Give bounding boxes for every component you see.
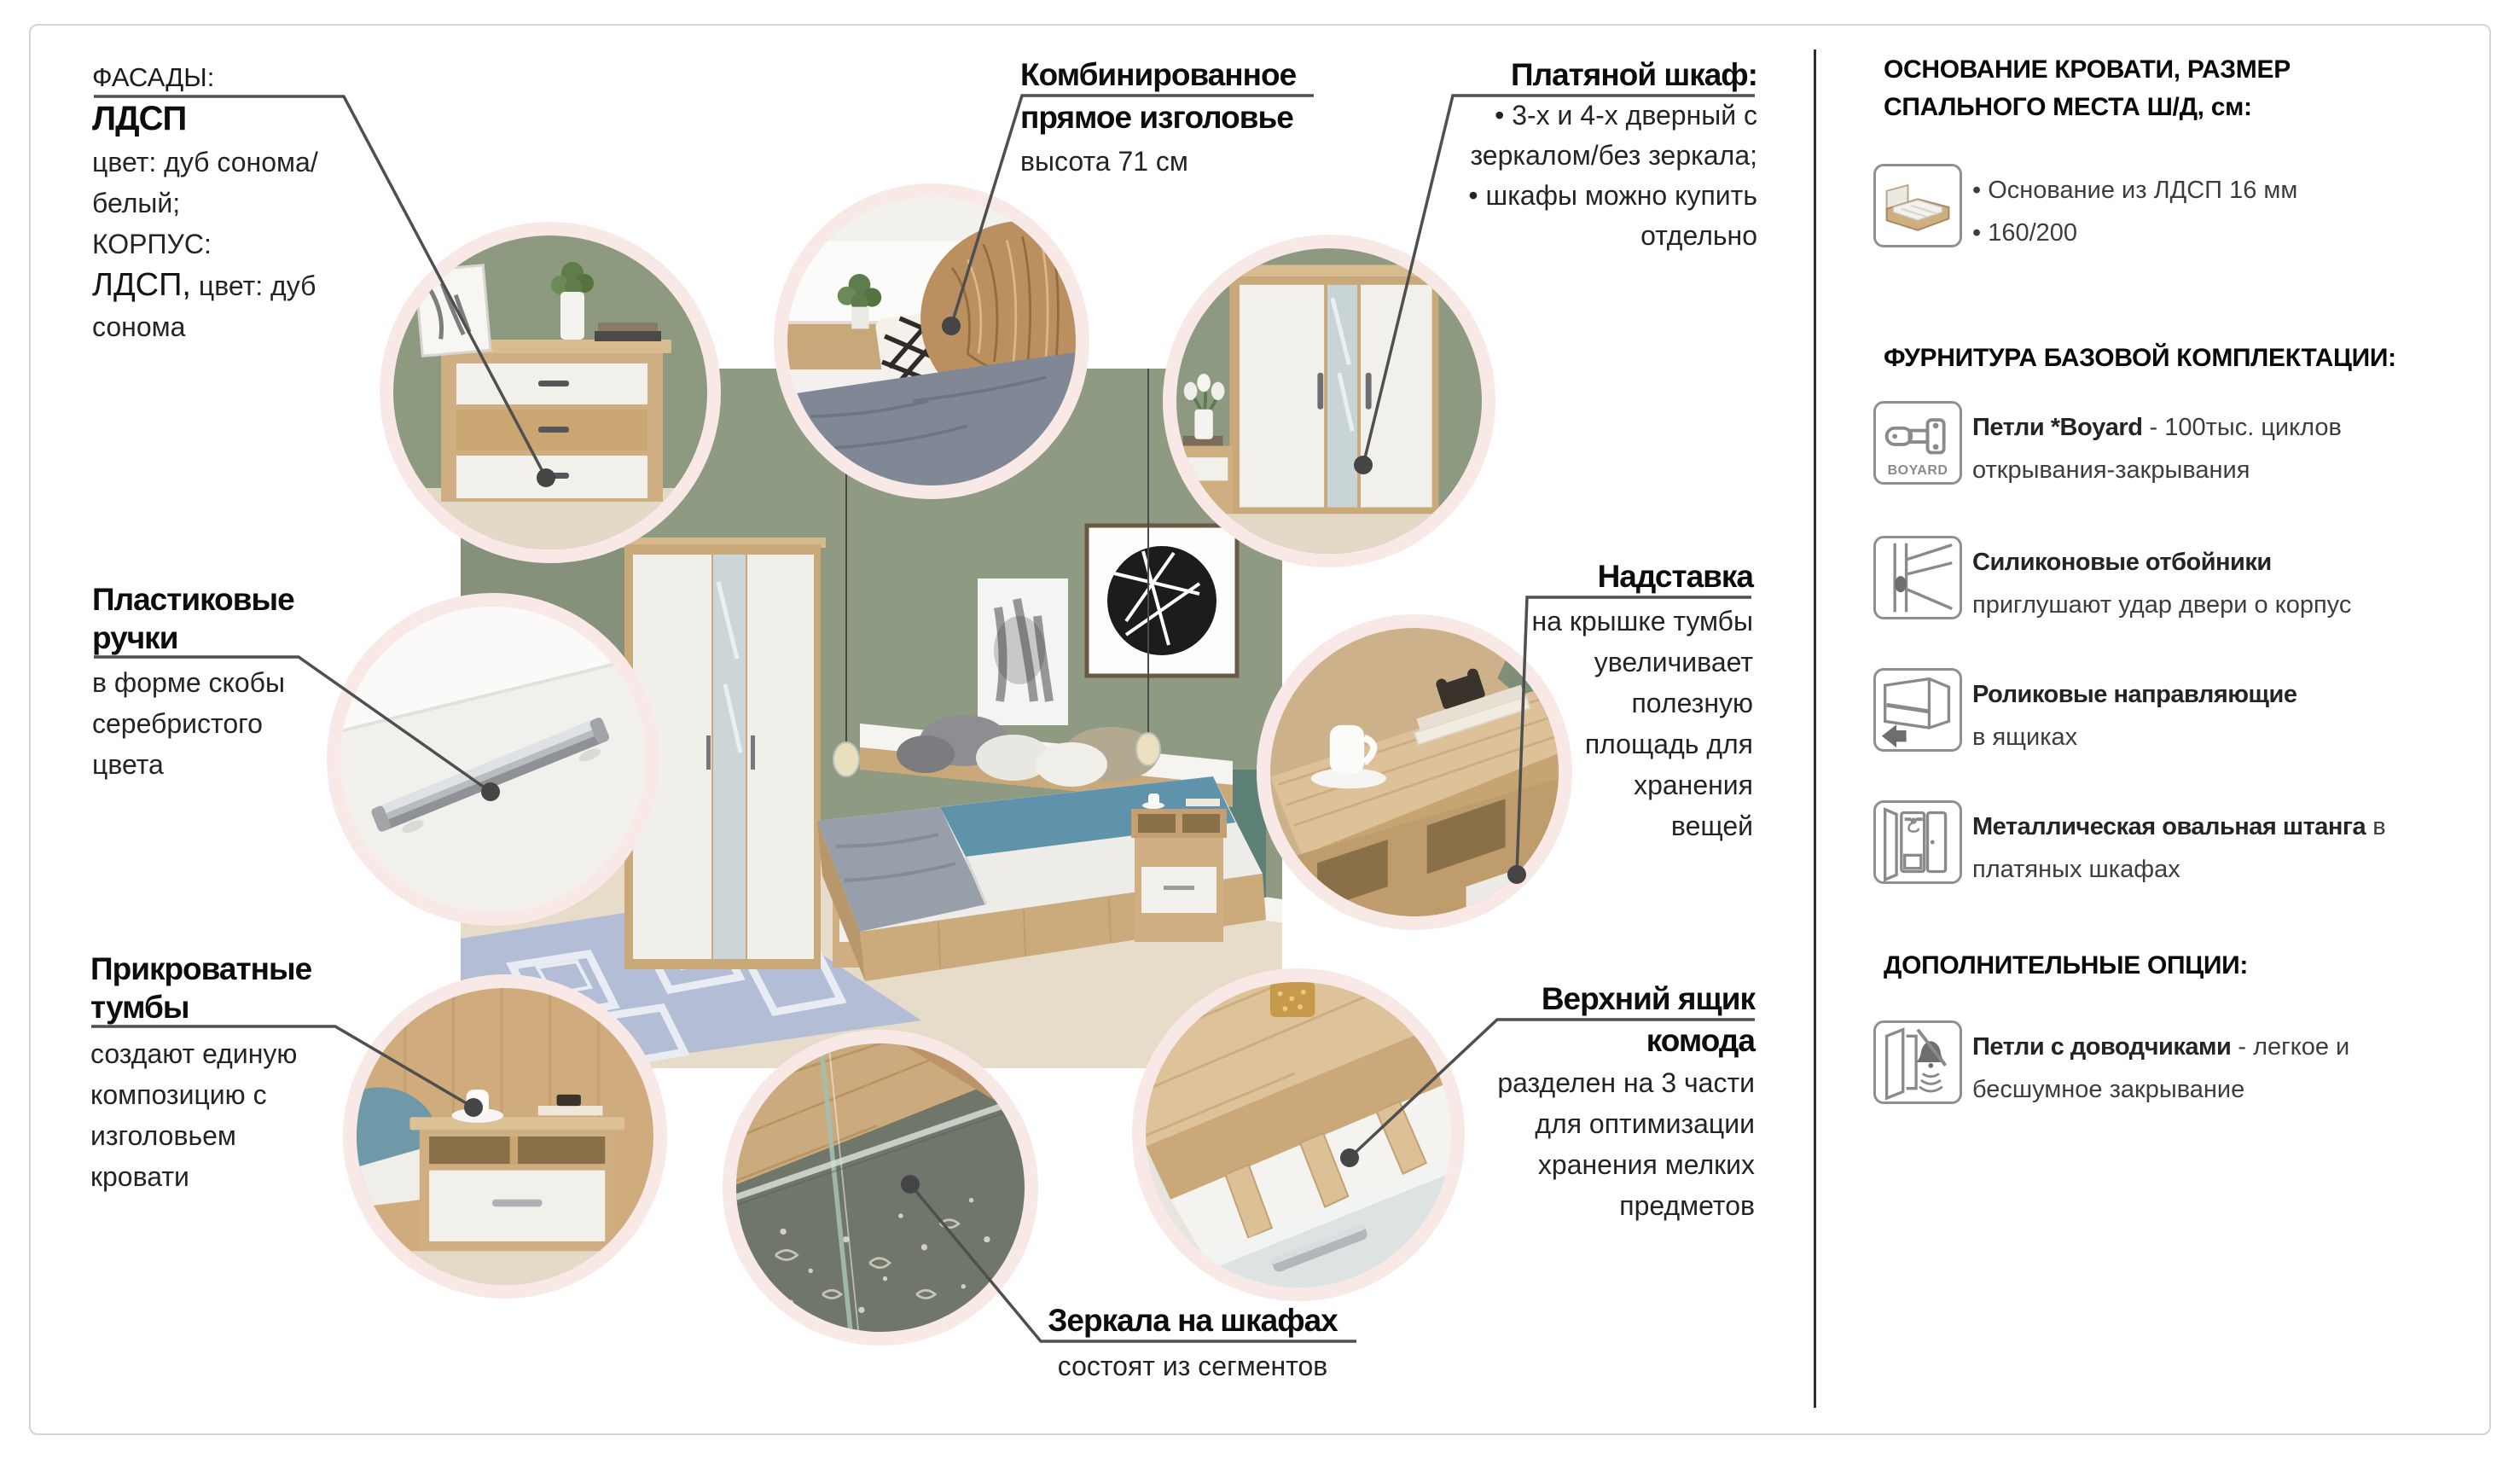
mirrors-line: состоят из сегментов bbox=[1057, 1351, 1328, 1381]
wardrobe-line: • 3-х и 4-х дверный с bbox=[1495, 100, 1757, 131]
callout-photo-mirror bbox=[723, 1030, 1038, 1346]
nadstavka-line: полезную bbox=[1631, 688, 1753, 718]
drawer-photo-art bbox=[1146, 982, 1451, 1288]
boyard-brand-label: BOYARD bbox=[1887, 463, 1948, 478]
nadstavka-line: площадь для bbox=[1584, 729, 1753, 759]
tumby-line: кровати bbox=[90, 1161, 189, 1192]
top-drawer-line: для оптимизации bbox=[1535, 1108, 1755, 1139]
hardware-item-line: в ящиках bbox=[1972, 724, 2078, 751]
hardware-item-strong: Петли *Boyard bbox=[1972, 414, 2143, 441]
bed-base-specs bbox=[1972, 169, 2297, 254]
headboard-line: высота 71 см bbox=[1020, 146, 1188, 177]
nadstavka-heading: Надставка bbox=[1597, 559, 1753, 594]
silicone-bumper-icon bbox=[1873, 536, 1962, 619]
bed-base-spec-line: • 160/200 bbox=[1972, 219, 2078, 247]
handles-heading-2: ручки bbox=[92, 620, 178, 655]
options-section-title: ДОПОЛНИТЕЛЬНЫЕ ОПЦИИ: bbox=[1884, 951, 2249, 979]
callout-photo-tumba bbox=[343, 974, 667, 1299]
wardrobe-line: отдельно bbox=[1640, 220, 1757, 251]
callout-photo-wardrobe bbox=[1163, 235, 1495, 567]
options-item-line: бесшумное закрывание bbox=[1972, 1076, 2245, 1103]
vertical-divider bbox=[1814, 49, 1816, 1408]
facades-line: цвет: дуб сонома/ bbox=[92, 147, 318, 177]
facades-material-2: ЛДСП, bbox=[92, 267, 191, 303]
hardware-item-line: приглушают удар двери о корпус bbox=[1972, 591, 2352, 619]
facades-line-part: цвет: дуб bbox=[191, 270, 316, 301]
hardware-item-line: открывания-закрывания bbox=[1972, 456, 2250, 484]
hardware-item-rollers bbox=[1972, 673, 2296, 759]
hardware-item-strong: Металлическая овальная штанга bbox=[1972, 813, 2366, 840]
wardrobe-photo-art bbox=[1176, 248, 1482, 554]
nadstavka-line: увеличивает bbox=[1594, 647, 1753, 677]
callout-photo-dresser bbox=[380, 222, 721, 563]
callout-tumby bbox=[90, 950, 372, 1197]
handles-line: серебристого bbox=[92, 708, 263, 739]
mirror-photo-art bbox=[736, 1043, 1025, 1332]
bed-base-spec-line: • Основание из ЛДСП 16 мм bbox=[1972, 177, 2298, 204]
hardware-item-rod bbox=[1972, 805, 2386, 891]
facades-title: ФАСАДЫ: bbox=[92, 62, 215, 92]
mirrors-heading: Зеркала на шкафах bbox=[1048, 1303, 1338, 1338]
hardware-item-line bbox=[1972, 406, 2342, 449]
tumby-heading-2: тумбы bbox=[90, 990, 189, 1025]
handles-line: цвета bbox=[92, 749, 164, 780]
bed-icon bbox=[1873, 164, 1962, 247]
nadstavka-line: вещей bbox=[1670, 811, 1753, 841]
callout-handles bbox=[92, 580, 374, 785]
hinge-boyard-icon bbox=[1873, 401, 1962, 485]
top-drawer-line: хранения мелких bbox=[1537, 1149, 1755, 1180]
hardware-item-line: платяных шкафах bbox=[1972, 856, 2180, 883]
options-item-softclose bbox=[1972, 1026, 2349, 1111]
dresser-photo-art bbox=[393, 235, 707, 549]
facades-line bbox=[92, 264, 382, 306]
facades-line: сонома bbox=[92, 311, 186, 342]
nadstavka-line: на крышке тумбы bbox=[1531, 606, 1753, 636]
hardware-item-strong: Роликовые направляющие bbox=[1972, 681, 2297, 708]
tumby-line: композицию с bbox=[90, 1079, 267, 1110]
nightstand-photo-art bbox=[357, 988, 653, 1285]
callout-facades bbox=[92, 60, 382, 347]
top-drawer-line: предметов bbox=[1619, 1190, 1755, 1221]
headboard-heading-2: прямое изголовье bbox=[1020, 100, 1293, 135]
callout-mirrors bbox=[1022, 1300, 1363, 1387]
bed-base-title-line: СПАЛЬНОГО МЕСТА Ш/Д, см: bbox=[1884, 93, 2252, 121]
hardware-item-hinges bbox=[1972, 406, 2342, 491]
hardware-item-light: - 100тыс. циклов bbox=[2142, 414, 2342, 441]
hardware-section-title: ФУРНИТУРА БАЗОВОЙ КОМПЛЕКТАЦИИ: bbox=[1884, 344, 2396, 372]
roller-guides-icon bbox=[1873, 668, 1962, 752]
callout-nadstavka bbox=[1495, 556, 1753, 846]
top-drawer-heading-2: комода bbox=[1646, 1023, 1755, 1058]
hardware-item-light: в bbox=[2366, 813, 2386, 840]
callout-headboard bbox=[1020, 55, 1327, 183]
facades-line: белый; bbox=[92, 188, 181, 218]
hardware-item-bumpers bbox=[1972, 541, 2351, 626]
bed-base-title-line: ОСНОВАНИЕ КРОВАТИ, РАЗМЕР bbox=[1884, 55, 2291, 84]
callout-photo-drawer bbox=[1132, 968, 1465, 1301]
hardware-item-strong: Силиконовые отбойники bbox=[1972, 549, 2272, 576]
handle-photo-art bbox=[340, 607, 646, 912]
headboard-heading: Комбинированное bbox=[1020, 57, 1297, 92]
callout-photo-handle bbox=[327, 593, 659, 926]
handles-line: в форме скобы bbox=[92, 667, 285, 698]
facades-line: КОРПУС: bbox=[92, 229, 212, 259]
options-item-line bbox=[1972, 1026, 2349, 1068]
options-item-strong: Петли с доводчиками bbox=[1972, 1033, 2232, 1061]
options-item-light: - легкое и bbox=[2231, 1033, 2350, 1061]
nadstavka-line: хранения bbox=[1634, 770, 1753, 800]
bed-base-section-title bbox=[1884, 51, 2291, 126]
handles-heading: Пластиковые bbox=[92, 582, 294, 617]
top-drawer-line: разделен на 3 части bbox=[1497, 1067, 1755, 1098]
oval-rod-icon bbox=[1873, 800, 1962, 884]
tumby-line: создают единую bbox=[90, 1038, 298, 1069]
headboard-photo-art bbox=[787, 197, 1076, 485]
facades-material: ЛДСП bbox=[92, 100, 187, 137]
callout-photo-headboard bbox=[774, 183, 1089, 499]
wardrobe-line: • шкафы можно купить bbox=[1468, 180, 1757, 211]
hardware-item-line bbox=[1972, 673, 2296, 716]
soft-close-hinge-icon bbox=[1873, 1020, 1962, 1104]
callout-wardrobe bbox=[1425, 55, 1757, 256]
hardware-item-line bbox=[1972, 541, 2351, 584]
wardrobe-heading: Платяной шкаф: bbox=[1511, 57, 1757, 92]
wardrobe-line: зеркалом/без зеркала; bbox=[1470, 140, 1757, 171]
hardware-item-line bbox=[1972, 805, 2386, 848]
top-drawer-heading: Верхний ящик bbox=[1541, 981, 1755, 1016]
callout-top-drawer bbox=[1497, 979, 1755, 1226]
tumby-line: изголовьем bbox=[90, 1120, 236, 1151]
tumby-heading: Прикроватные bbox=[90, 951, 312, 986]
